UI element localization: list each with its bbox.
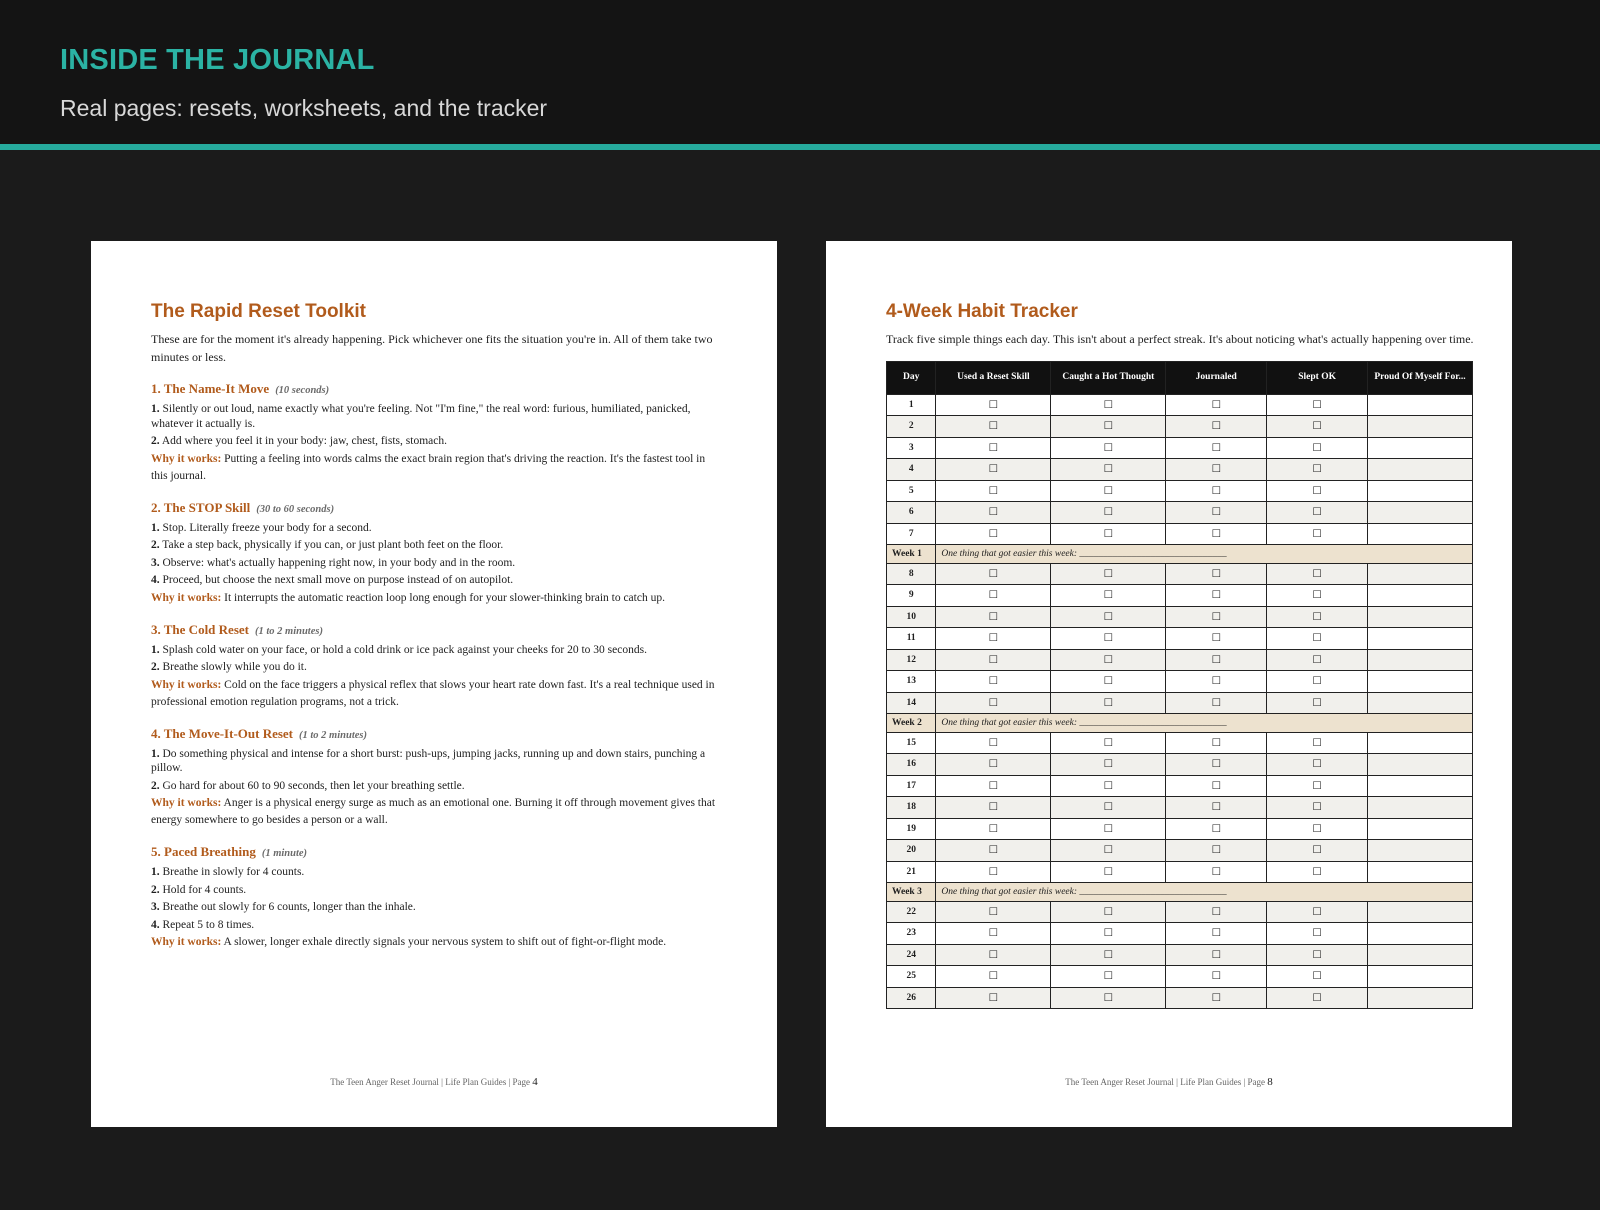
- step-number: 2.: [151, 539, 160, 551]
- habit-checkbox[interactable]: ☐: [1051, 523, 1166, 545]
- week-summary-row: [887, 714, 1473, 733]
- habit-checkbox[interactable]: ☐: [1166, 987, 1267, 1009]
- proud-of-field[interactable]: [1368, 606, 1473, 628]
- proud-of-field[interactable]: [1368, 797, 1473, 819]
- table-row: [887, 628, 1473, 650]
- habit-checkbox[interactable]: ☐: [1051, 944, 1166, 966]
- habit-checkbox[interactable]: ☐: [1051, 628, 1166, 650]
- journal-page-toolkit: [91, 241, 777, 1127]
- habit-checkbox[interactable]: ☐: [1166, 459, 1267, 481]
- day-number: 14: [887, 692, 936, 714]
- proud-of-field[interactable]: [1368, 502, 1473, 524]
- page-footer: [91, 1076, 777, 1088]
- habit-checkbox[interactable]: ☐: [1051, 732, 1166, 754]
- day-number: 18: [887, 797, 936, 819]
- proud-of-field[interactable]: [1368, 923, 1473, 945]
- why-it-works: [151, 451, 716, 485]
- step-text: Breathe out slowly for 6 counts, longer than the inhale.: [162, 901, 416, 913]
- habit-checkbox[interactable]: ☐: [936, 818, 1051, 840]
- habit-checkbox[interactable]: ☐: [1267, 797, 1368, 819]
- step-text: Splash cold water on your face, or hold a cold drink or ice pack against your cheeks for 20 to 30 seconds.: [162, 643, 647, 656]
- habit-checkbox[interactable]: ☐: [1051, 649, 1166, 671]
- habit-checkbox[interactable]: ☐: [1267, 628, 1368, 650]
- habit-checkbox[interactable]: ☐: [1166, 861, 1267, 883]
- step-number: 2.: [151, 883, 160, 896]
- proud-of-field[interactable]: [1368, 585, 1473, 607]
- habit-checkbox[interactable]: ☐: [936, 732, 1051, 754]
- habit-checkbox[interactable]: ☐: [1267, 671, 1368, 693]
- section-heading: 3. The Cold Reset: [151, 621, 249, 637]
- step-item: [151, 900, 716, 915]
- proud-of-field[interactable]: [1368, 901, 1473, 923]
- step-number: 1.: [151, 643, 160, 656]
- habit-checkbox[interactable]: ☐: [1166, 606, 1267, 628]
- habit-checkbox[interactable]: ☐: [1267, 606, 1368, 628]
- page-number: 8: [1267, 1076, 1273, 1088]
- reset-section: [151, 843, 716, 951]
- table-row: [887, 861, 1473, 883]
- habit-checkbox[interactable]: ☐: [936, 840, 1051, 862]
- step-number: 3.: [151, 556, 160, 569]
- habit-checkbox[interactable]: ☐: [1051, 606, 1166, 628]
- why-it-works: [151, 934, 716, 951]
- step-item: [151, 883, 716, 898]
- habit-checkbox[interactable]: ☐: [1051, 754, 1166, 776]
- day-number: 17: [887, 775, 936, 797]
- habit-checkbox[interactable]: ☐: [936, 585, 1051, 607]
- table-row: [887, 606, 1473, 628]
- section-duration: (1 to 2 minutes): [299, 729, 367, 741]
- day-number: 20: [887, 840, 936, 862]
- habit-checkbox[interactable]: ☐: [936, 671, 1051, 693]
- habit-checkbox[interactable]: ☐: [936, 502, 1051, 524]
- habit-checkbox[interactable]: ☐: [1267, 901, 1368, 923]
- week-note-field[interactable]: One thing that got easier this week: _______________________________: [936, 883, 1473, 902]
- why-text: Putting a feeling into words calms the exact brain region that's driving the reaction. It's the fastest tool in this journal.: [151, 452, 706, 482]
- proud-of-field[interactable]: [1368, 563, 1473, 585]
- day-number: 25: [887, 966, 936, 988]
- column-header: Caught a Hot Thought: [1051, 361, 1166, 394]
- table-row: [887, 523, 1473, 545]
- habit-checkbox[interactable]: ☐: [1267, 966, 1368, 988]
- week-summary-row: [887, 545, 1473, 564]
- proud-of-field[interactable]: [1368, 459, 1473, 481]
- reset-section: [151, 621, 716, 711]
- habit-checkbox[interactable]: ☐: [1166, 692, 1267, 714]
- step-text: Breathe in slowly for 4 counts.: [162, 866, 305, 878]
- habit-checkbox[interactable]: ☐: [936, 649, 1051, 671]
- habit-checkbox[interactable]: ☐: [1051, 416, 1166, 438]
- reset-section: [151, 725, 716, 830]
- proud-of-field[interactable]: [1368, 861, 1473, 883]
- day-number: 7: [887, 523, 936, 545]
- page-footer: [826, 1076, 1512, 1088]
- step-item: [151, 779, 716, 794]
- reset-sections: [151, 380, 716, 951]
- header-band: [0, 0, 1600, 144]
- step-number: 1.: [151, 403, 160, 415]
- habit-checkbox[interactable]: ☐: [1051, 563, 1166, 585]
- step-item: [151, 521, 716, 536]
- step-number: 2.: [151, 779, 160, 792]
- day-number: 21: [887, 861, 936, 883]
- habit-checkbox[interactable]: ☐: [1166, 585, 1267, 607]
- page-title: The Rapid Reset Toolkit: [151, 301, 367, 322]
- habit-checkbox[interactable]: ☐: [1051, 692, 1166, 714]
- day-number: 11: [887, 628, 936, 650]
- table-row: [887, 818, 1473, 840]
- habit-checkbox[interactable]: ☐: [1166, 966, 1267, 988]
- week-label: Week 2: [887, 714, 936, 733]
- proud-of-field[interactable]: [1368, 754, 1473, 776]
- week-summary-row: [887, 883, 1473, 902]
- header-subtitle: Real pages: resets, worksheets, and the tracker: [60, 95, 548, 121]
- step-text: Go hard for about 60 to 90 seconds, then let your breathing settle.: [162, 779, 465, 792]
- table-row: [887, 671, 1473, 693]
- day-number: 26: [887, 987, 936, 1009]
- proud-of-field[interactable]: [1368, 523, 1473, 545]
- step-text: Do something physical and intense for a short burst: push-ups, jumping jacks, running up and down stairs, punching a pillow.: [151, 747, 706, 774]
- day-number: 15: [887, 732, 936, 754]
- table-row: [887, 502, 1473, 524]
- habit-checkbox[interactable]: ☐: [1166, 923, 1267, 945]
- step-text: Observe: what's actually happening right now, in your body and in the room.: [162, 556, 516, 569]
- habit-checkbox[interactable]: ☐: [1166, 775, 1267, 797]
- step-item: [151, 660, 716, 675]
- step-text: Hold for 4 counts.: [162, 883, 247, 896]
- habit-checkbox[interactable]: ☐: [1166, 732, 1267, 754]
- habit-checkbox[interactable]: ☐: [1267, 649, 1368, 671]
- habit-checkbox[interactable]: ☐: [1166, 437, 1267, 459]
- footer-text: The Teen Anger Reset Journal | Life Plan Guides | Page: [330, 1077, 530, 1087]
- proud-of-field[interactable]: [1368, 394, 1473, 416]
- habit-checkbox[interactable]: ☐: [1051, 840, 1166, 862]
- table-row: [887, 901, 1473, 923]
- why-text: Cold on the face triggers a physical reflex that slows your heart rate down fast. It's a real technique used in professional emotion regulation programs, not a trick.: [151, 678, 715, 708]
- habit-checkbox[interactable]: ☐: [1051, 437, 1166, 459]
- footer-text: The Teen Anger Reset Journal | Life Plan Guides | Page: [1065, 1077, 1265, 1087]
- step-number: 2.: [151, 435, 160, 447]
- day-number: 24: [887, 944, 936, 966]
- habit-checkbox[interactable]: ☐: [1166, 416, 1267, 438]
- day-number: 19: [887, 818, 936, 840]
- section-heading: 5. Paced Breathing: [151, 844, 256, 859]
- day-number: 16: [887, 754, 936, 776]
- habit-checkbox[interactable]: ☐: [1267, 944, 1368, 966]
- habit-checkbox[interactable]: ☐: [1166, 797, 1267, 819]
- why-it-works: [151, 590, 716, 607]
- page-intro: Track five simple things each day. This isn't about a perfect streak. It's about noticing what's actually happening over time.: [886, 332, 1474, 346]
- step-text: Breathe slowly while you do it.: [162, 661, 307, 673]
- day-number: 9: [887, 585, 936, 607]
- step-number: 2.: [151, 661, 160, 673]
- why-label: Why it works:: [151, 678, 222, 691]
- habit-checkbox[interactable]: ☐: [936, 480, 1051, 502]
- habit-checkbox[interactable]: ☐: [1267, 437, 1368, 459]
- proud-of-field[interactable]: [1368, 775, 1473, 797]
- habit-checkbox[interactable]: ☐: [936, 901, 1051, 923]
- habit-checkbox[interactable]: ☐: [936, 775, 1051, 797]
- step-item: [151, 538, 716, 553]
- why-label: Why it works:: [151, 452, 222, 465]
- table-row: [887, 416, 1473, 438]
- habit-checkbox[interactable]: ☐: [1051, 502, 1166, 524]
- habit-checkbox[interactable]: ☐: [1051, 966, 1166, 988]
- habit-checkbox[interactable]: ☐: [1267, 523, 1368, 545]
- table-row: [887, 437, 1473, 459]
- habit-checkbox[interactable]: ☐: [936, 923, 1051, 945]
- table-row: [887, 923, 1473, 945]
- habit-checkbox[interactable]: ☐: [1267, 754, 1368, 776]
- habit-checkbox[interactable]: ☐: [1051, 394, 1166, 416]
- habit-checkbox[interactable]: ☐: [1051, 775, 1166, 797]
- habit-checkbox[interactable]: ☐: [1267, 987, 1368, 1009]
- table-row: [887, 649, 1473, 671]
- habit-checkbox[interactable]: ☐: [1166, 754, 1267, 776]
- table-header-row: [887, 361, 1473, 394]
- table-row: [887, 775, 1473, 797]
- step-number: 1.: [151, 747, 160, 760]
- reset-section: [151, 499, 716, 607]
- table-row: [887, 840, 1473, 862]
- habit-checkbox[interactable]: ☐: [1051, 671, 1166, 693]
- habit-checkbox[interactable]: ☐: [1267, 459, 1368, 481]
- step-text: Proceed, but choose the next small move on purpose instead of on autopilot.: [162, 574, 514, 586]
- table-row: [887, 987, 1473, 1009]
- habit-checkbox[interactable]: ☐: [1051, 480, 1166, 502]
- section-title: [151, 621, 716, 640]
- step-text: Silently or out loud, name exactly what you're feeling. Not "I'm fine," the real word: furious, humiliated, panicked, whatever it actually is.: [151, 403, 691, 430]
- habit-checkbox[interactable]: ☐: [936, 861, 1051, 883]
- column-header: Proud Of Myself For...: [1368, 361, 1473, 394]
- why-label: Why it works:: [151, 591, 222, 604]
- habit-checkbox[interactable]: ☐: [1051, 459, 1166, 481]
- section-heading: 2. The STOP Skill: [151, 499, 251, 515]
- habit-checkbox[interactable]: ☐: [1267, 840, 1368, 862]
- habit-checkbox[interactable]: ☐: [936, 944, 1051, 966]
- header-title: INSIDE THE JOURNAL: [60, 44, 375, 76]
- day-number: 1: [887, 394, 936, 416]
- habit-checkbox[interactable]: ☐: [1051, 901, 1166, 923]
- habit-checkbox[interactable]: ☐: [936, 797, 1051, 819]
- habit-checkbox[interactable]: ☐: [936, 416, 1051, 438]
- journal-page-tracker: [826, 241, 1512, 1127]
- habit-checkbox[interactable]: ☐: [1166, 818, 1267, 840]
- day-number: 3: [887, 437, 936, 459]
- day-number: 22: [887, 901, 936, 923]
- reset-section: [151, 380, 716, 485]
- proud-of-field[interactable]: [1368, 628, 1473, 650]
- habit-checkbox[interactable]: ☐: [1267, 563, 1368, 585]
- accent-divider: [0, 144, 1600, 150]
- column-header: Used a Reset Skill: [936, 361, 1051, 394]
- habit-checkbox[interactable]: ☐: [1166, 394, 1267, 416]
- why-text: Anger is a physical energy surge as much as an emotional one. Burning it off through movement gives that energy somewhere to go besides a person or a wall.: [151, 797, 716, 826]
- table-row: [887, 459, 1473, 481]
- table-row: [887, 563, 1473, 585]
- proud-of-field[interactable]: [1368, 732, 1473, 754]
- table-row: [887, 754, 1473, 776]
- why-text: A slower, longer exhale directly signals your nervous system to shift out of fight-or-flight mode.: [223, 936, 667, 948]
- step-text: Repeat 5 to 8 times.: [162, 918, 255, 931]
- page-number: 4: [532, 1076, 538, 1088]
- habit-checkbox[interactable]: ☐: [1267, 861, 1368, 883]
- day-number: 6: [887, 502, 936, 524]
- step-item: [151, 556, 716, 571]
- habit-checkbox[interactable]: ☐: [1051, 585, 1166, 607]
- habit-checkbox[interactable]: ☐: [1166, 502, 1267, 524]
- week-label: Week 3: [887, 883, 936, 902]
- habit-checkbox[interactable]: ☐: [1267, 923, 1368, 945]
- habit-checkbox[interactable]: ☐: [1166, 840, 1267, 862]
- section-duration: (30 to 60 seconds): [256, 503, 335, 515]
- habit-checkbox[interactable]: ☐: [1267, 692, 1368, 714]
- habit-checkbox[interactable]: ☐: [1267, 416, 1368, 438]
- habit-checkbox[interactable]: ☐: [1051, 923, 1166, 945]
- proud-of-field[interactable]: [1368, 818, 1473, 840]
- step-item: [151, 434, 716, 449]
- section-duration: (10 seconds): [275, 385, 330, 396]
- table-row: [887, 480, 1473, 502]
- proud-of-field[interactable]: [1368, 944, 1473, 966]
- habit-tracker-table: [886, 361, 1473, 1010]
- day-number: 13: [887, 671, 936, 693]
- habit-checkbox[interactable]: ☐: [1267, 394, 1368, 416]
- habit-checkbox[interactable]: ☐: [1166, 523, 1267, 545]
- habit-checkbox[interactable]: ☐: [1051, 861, 1166, 883]
- section-title: [151, 499, 716, 518]
- habit-checkbox[interactable]: ☐: [936, 754, 1051, 776]
- habit-checkbox[interactable]: ☐: [1267, 585, 1368, 607]
- section-title: [151, 380, 716, 399]
- proud-of-field[interactable]: [1368, 437, 1473, 459]
- habit-checkbox[interactable]: ☐: [1051, 797, 1166, 819]
- section-title: [151, 843, 716, 862]
- step-text: Add where you feel it in your body: jaw, chest, fists, stomach.: [161, 435, 447, 447]
- habit-checkbox[interactable]: ☐: [936, 628, 1051, 650]
- habit-checkbox[interactable]: ☐: [1166, 628, 1267, 650]
- table-row: [887, 692, 1473, 714]
- week-label: Week 1: [887, 545, 936, 564]
- habit-checkbox[interactable]: ☐: [936, 563, 1051, 585]
- habit-checkbox[interactable]: ☐: [1166, 671, 1267, 693]
- section-duration: (1 minute): [261, 848, 308, 859]
- week-note-field[interactable]: One thing that got easier this week: _______________________________: [936, 714, 1473, 733]
- proud-of-field[interactable]: [1368, 671, 1473, 693]
- page-intro: These are for the moment it's already happening. Pick whichever one fits the situation you're in. All of them take two minutes or less.: [151, 332, 713, 364]
- step-item: [151, 747, 716, 776]
- habit-checkbox[interactable]: ☐: [1267, 480, 1368, 502]
- step-item: [151, 402, 716, 431]
- day-number: 12: [887, 649, 936, 671]
- step-item: [151, 643, 716, 658]
- section-heading: 4. The Move-It-Out Reset: [151, 725, 294, 741]
- habit-checkbox[interactable]: ☐: [1166, 944, 1267, 966]
- why-it-works: [151, 795, 716, 829]
- section-heading: 1. The Name-It Move: [151, 381, 270, 396]
- section-title: [151, 725, 716, 744]
- day-number: 2: [887, 416, 936, 438]
- habit-checkbox[interactable]: ☐: [936, 606, 1051, 628]
- step-number: 1.: [151, 521, 160, 534]
- step-number: 1.: [151, 866, 160, 878]
- proud-of-field[interactable]: [1368, 692, 1473, 714]
- why-label: Why it works:: [151, 797, 222, 809]
- habit-checkbox[interactable]: ☐: [1166, 649, 1267, 671]
- proud-of-field[interactable]: [1368, 416, 1473, 438]
- table-row: [887, 394, 1473, 416]
- habit-checkbox[interactable]: ☐: [1267, 502, 1368, 524]
- habit-checkbox[interactable]: ☐: [1166, 901, 1267, 923]
- habit-checkbox[interactable]: ☐: [1051, 818, 1166, 840]
- habit-checkbox[interactable]: ☐: [936, 523, 1051, 545]
- column-header: Day: [887, 361, 936, 394]
- step-item: [151, 573, 716, 588]
- habit-checkbox[interactable]: ☐: [1267, 818, 1368, 840]
- step-item: [151, 865, 716, 880]
- day-number: 5: [887, 480, 936, 502]
- day-number: 10: [887, 606, 936, 628]
- proud-of-field[interactable]: [1368, 649, 1473, 671]
- table-row: [887, 732, 1473, 754]
- step-number: 4.: [151, 918, 160, 931]
- habit-checkbox[interactable]: ☐: [1166, 480, 1267, 502]
- why-it-works: [151, 677, 716, 711]
- proud-of-field[interactable]: [1368, 840, 1473, 862]
- habit-checkbox[interactable]: ☐: [936, 692, 1051, 714]
- step-number: 4.: [151, 574, 160, 586]
- day-number: 8: [887, 563, 936, 585]
- table-row: [887, 966, 1473, 988]
- step-text: Take a step back, physically if you can, or just plant both feet on the floor.: [162, 539, 504, 551]
- habit-checkbox[interactable]: ☐: [936, 459, 1051, 481]
- proud-of-field[interactable]: [1368, 987, 1473, 1009]
- section-duration: (1 to 2 minutes): [254, 625, 323, 637]
- habit-checkbox[interactable]: ☐: [936, 966, 1051, 988]
- table-row: [887, 797, 1473, 819]
- table-row: [887, 944, 1473, 966]
- habit-checkbox[interactable]: ☐: [1051, 987, 1166, 1009]
- column-header: Journaled: [1166, 361, 1267, 394]
- day-number: 23: [887, 923, 936, 945]
- habit-checkbox[interactable]: ☐: [1166, 563, 1267, 585]
- proud-of-field[interactable]: [1368, 480, 1473, 502]
- habit-checkbox[interactable]: ☐: [936, 437, 1051, 459]
- habit-checkbox[interactable]: ☐: [1267, 732, 1368, 754]
- habit-checkbox[interactable]: ☐: [936, 987, 1051, 1009]
- step-item: [151, 918, 716, 933]
- column-header: Slept OK: [1267, 361, 1368, 394]
- table-row: [887, 585, 1473, 607]
- why-label: Why it works:: [151, 936, 222, 948]
- habit-checkbox[interactable]: ☐: [1267, 775, 1368, 797]
- habit-checkbox[interactable]: ☐: [936, 394, 1051, 416]
- page-title: 4-Week Habit Tracker: [886, 301, 1078, 322]
- proud-of-field[interactable]: [1368, 966, 1473, 988]
- step-number: 3.: [151, 901, 160, 913]
- step-text: Stop. Literally freeze your body for a second.: [162, 521, 372, 534]
- week-note-field[interactable]: One thing that got easier this week: _______________________________: [936, 545, 1473, 564]
- why-text: It interrupts the automatic reaction loop long enough for your slower-thinking brain to catch up.: [224, 591, 665, 604]
- day-number: 4: [887, 459, 936, 481]
